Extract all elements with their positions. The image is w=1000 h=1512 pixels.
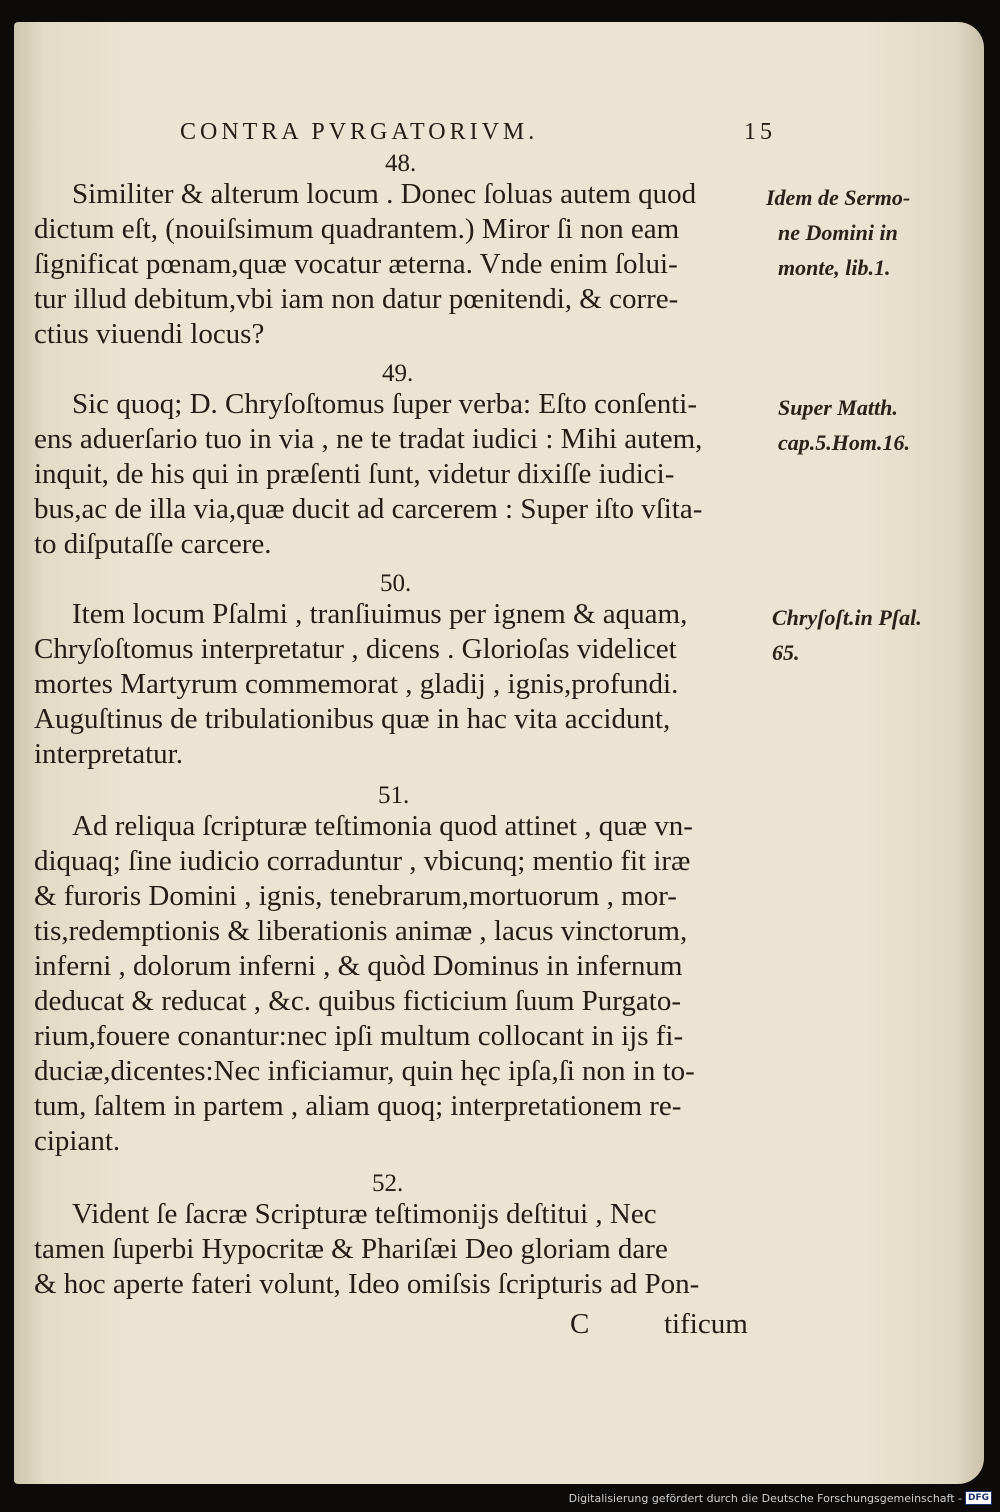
text-line: Ad reliqua ſcripturæ teſtimonia quod attinet , quæ vn- xyxy=(72,810,693,842)
text-line: Similiter & alterum locum . Donec ſoluas autem quod xyxy=(72,178,697,210)
text-line: tum, ſaltem in partem , aliam quoq; interpretationem re- xyxy=(34,1090,682,1122)
text-line: deducat & reducat , &c. quibus ficticium ſuum Purgato- xyxy=(34,985,681,1017)
section-number: 50. xyxy=(380,570,412,597)
margin-note: ne Domini in xyxy=(778,220,898,245)
text-line: Chryſoſtomus interpretatur , dicens . Glorioſas videlicet xyxy=(34,633,677,665)
signature-mark: C xyxy=(570,1308,590,1340)
text-line: bus,ac de illa via,quæ ducit ad carcerem : Super iſto vſita- xyxy=(34,493,703,525)
text-line: duciæ,dicentes:Nec inficiamur, quin hęc ipſa,ſi non in to- xyxy=(34,1055,695,1087)
text-line: Vident ſe ſacræ Scripturæ teſtimonijs deſtitui , Nec xyxy=(72,1198,657,1230)
running-header: CONTRA PVRGATORIVM. xyxy=(180,119,539,145)
text-line: tamen ſuperbi Hypocritæ & Phariſæi Deo gloriam dare xyxy=(34,1233,668,1265)
text-line: tis,redemptionis & liberationis animæ , lacus vinctorum, xyxy=(34,915,688,947)
margin-note: Super Matth. xyxy=(778,395,898,420)
text-line: inquit, de his qui in præſenti ſunt, videtur dixiſſe iudici- xyxy=(34,458,675,490)
text-line: Auguſtinus de tribulationibus quæ in hac vita accidunt, xyxy=(34,703,671,735)
credit-text: Digitalisierung gefördert durch die Deutsche Forschungsgemeinschaft - xyxy=(568,1491,962,1505)
text-line: to diſputaſſe carcere. xyxy=(34,528,272,560)
text-line: ſignificat pœnam,quæ vocatur æterna. Vnde enim ſolui- xyxy=(34,248,678,280)
catchword: tificum xyxy=(664,1308,748,1340)
text-line: Item locum Pſalmi , tranſiuimus per ignem & aquam, xyxy=(72,598,688,630)
margin-note: Chryſoſt.in Pſal. xyxy=(772,605,922,630)
text-line: cipiant. xyxy=(34,1125,121,1157)
section-number: 52. xyxy=(372,1170,404,1197)
text-line: rium,fouere conantur:nec ipſi multum collocant in ijs fi- xyxy=(34,1020,684,1052)
text-line: interpretatur. xyxy=(34,738,183,770)
text-line: tur illud debitum,vbi iam non datur pœnitendi, & corre- xyxy=(34,283,679,315)
digitization-credit xyxy=(569,1491,992,1505)
text-line: dictum eſt, (nouiſsimum quadrantem.) Miror ſi non eam xyxy=(34,213,680,245)
text-line: & hoc aperte fateri volunt, Ideo omiſsis ſcripturis ad Pon- xyxy=(34,1268,700,1300)
text-line: inferni , dolorum inferni , & quòd Dominus in infernum xyxy=(34,950,683,982)
text-line: Sic quoq; D. Chryſoſtomus ſuper verba: Eſto conſenti- xyxy=(72,388,698,420)
text-line: ctius viuendi locus? xyxy=(34,318,265,350)
text-line: mortes Martyrum commemorat , gladij , ignis,profundi. xyxy=(34,668,679,700)
margin-note: Idem de Sermo- xyxy=(766,185,911,210)
section-number: 51. xyxy=(378,782,410,809)
text-line: diquaq; ſine iudicio corraduntur , vbicunq; mentio fit iræ xyxy=(34,845,691,877)
text-line: ens aduerſario tuo in via , ne te tradat iudici : Mihi autem, xyxy=(34,423,703,455)
margin-note: monte, lib.1. xyxy=(778,255,891,280)
dfg-logo-icon: DFG xyxy=(965,1491,992,1505)
margin-note: 65. xyxy=(772,640,800,665)
page-number: 15 xyxy=(744,119,776,145)
margin-note: cap.5.Hom.16. xyxy=(778,430,910,455)
section-number: 49. xyxy=(382,360,414,387)
text-line: & furoris Domini , ignis, tenebrarum,mortuorum , mor- xyxy=(34,880,677,912)
book-page xyxy=(14,22,984,1484)
section-number: 48. xyxy=(385,150,417,177)
